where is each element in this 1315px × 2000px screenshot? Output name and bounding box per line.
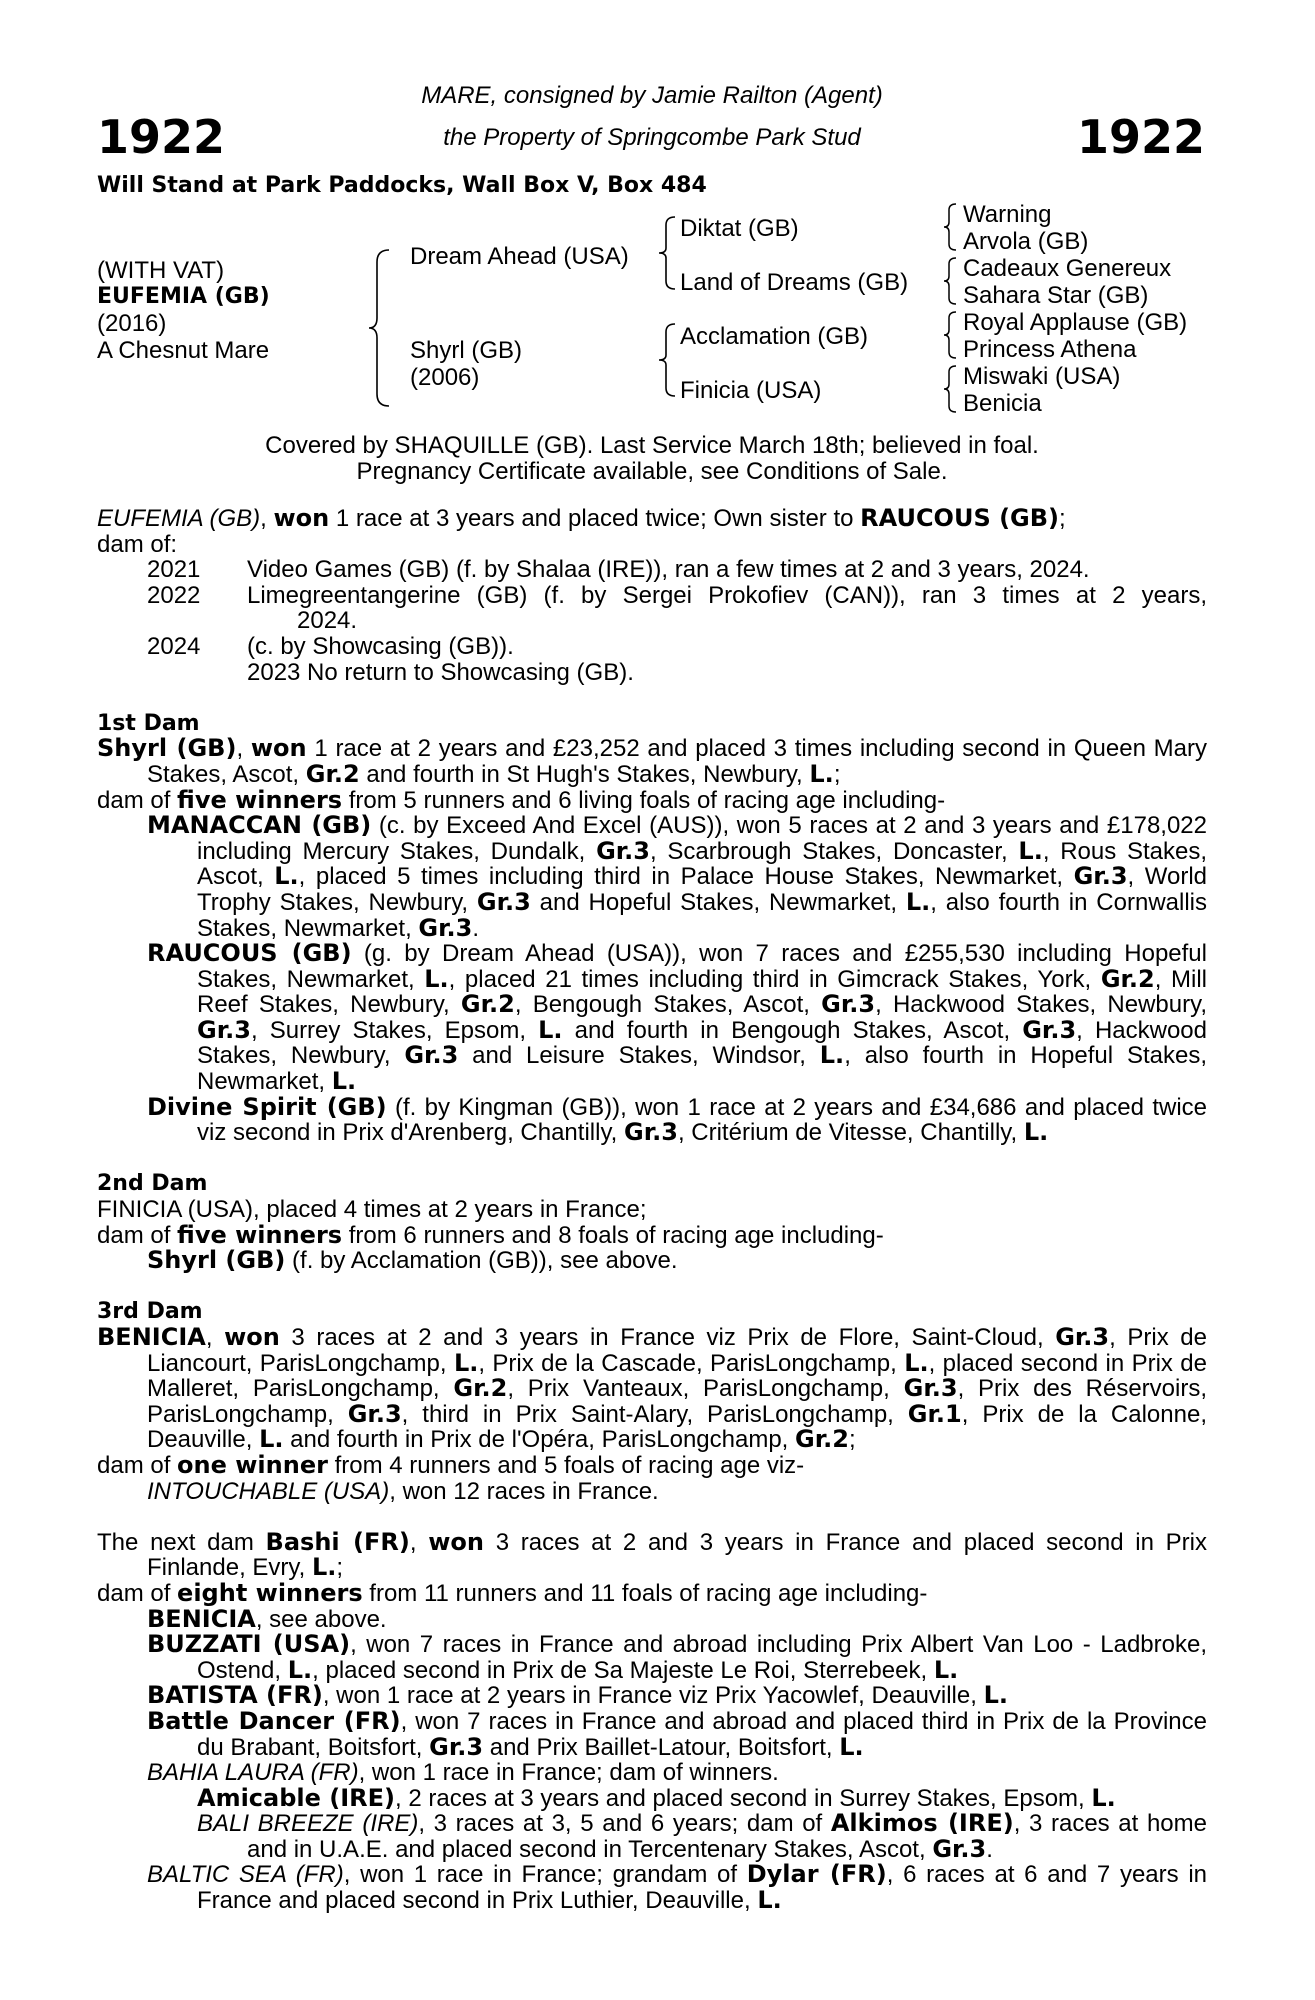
pedigree-bracket-main xyxy=(367,248,397,408)
horse-year: (2016) xyxy=(97,310,167,337)
dam-sire-sire: Royal Applause (GB) xyxy=(963,309,1188,336)
pedigree-bracket-ds xyxy=(942,310,960,360)
progeny-shyrl: Shyrl (GB) (f. by Acclamation (GB)), see above. xyxy=(147,1246,678,1275)
sire-dam: Land of Dreams (GB) xyxy=(680,269,909,296)
second-dam-dam-of: dam of five winners from 6 runners and 8 foals of racing age including- xyxy=(97,1220,884,1249)
progeny-raucous: RAUCOUS (GB) (g. by Dream Ahead (USA)), won 7 races and £255,530 including Hopeful Stakes, Newmarket, L., placed 21 times including third in Gimcrack Stakes, York, Gr.2, Mill Reef Stakes, Newbury, Gr.2, Bengough Stakes, Ascot, Gr.3, Hackwood Stakes, Newbury, Gr.3, Surrey Stakes, Epsom, L. and fourth in Bengough Stakes, Ascot, Gr.3, Hackwood Stakes, Newbury, Gr.3 and Leisure Stakes, Windsor, L., also fourth in Hopeful Stakes, Newmarket, L. xyxy=(147,939,1208,1096)
next-dam-dam-of: dam of eight winners from 11 runners and 11 foals of racing age including- xyxy=(97,1578,928,1607)
progeny-amicable: Amicable (IRE), 2 races at 3 years and placed second in Surrey Stakes, Epsom, L. xyxy=(197,1783,1116,1812)
pedigree-bracket-ss xyxy=(942,202,960,252)
second-dam-paragraph: FINICIA (USA), placed 4 times at 2 years in France; xyxy=(97,1196,647,1224)
sire: Dream Ahead (USA) xyxy=(410,243,629,270)
sire-dam-sire: Cadeaux Genereux xyxy=(963,255,1172,282)
first-dam-dam-of: dam of five winners from 5 runners and 6 living foals of racing age including- xyxy=(97,785,946,814)
sire-dam-dam: Sahara Star (GB) xyxy=(963,282,1149,309)
pedigree-bracket-sire xyxy=(657,215,681,291)
dam-dam-dam: Benicia xyxy=(963,390,1042,417)
progeny-buzzati: BUZZATI (USA), won 7 races in France and abroad including Prix Albert Van Loo - Ladbroke, Ostend, L., placed second in Prix de Sa Majeste Le Roi, Sterrebeek, L. xyxy=(147,1630,1207,1684)
lot-number-left: 1922 xyxy=(97,110,226,164)
stand-location: Will Stand at Park Paddocks, Wall Box V, Box 484 xyxy=(97,173,707,198)
pedigree-bracket-dd xyxy=(942,364,960,414)
progeny-intouchable: INTOUCHABLE (USA), won 12 races in France. xyxy=(147,1477,659,1505)
consignor-line: MARE, consigned by Jamie Railton (Agent) xyxy=(421,82,883,109)
third-dam-dam-of: dam of one winner from 4 runners and 5 foals of racing age viz- xyxy=(97,1450,805,1479)
progeny-row: 2021 Video Games (GB) (f. by Shalaa (IRE)), ran a few times at 2 and 3 years, 2024. xyxy=(147,556,1090,584)
property-line: the Property of Springcombe Park Stud xyxy=(443,124,861,151)
progeny-batista: BATISTA (FR), won 1 race at 2 years in France viz Prix Yacowlef, Deauville, L. xyxy=(147,1681,1008,1710)
progeny-row: 2024 (c. by Showcasing (GB)). 2023 No return to Showcasing (GB). xyxy=(147,632,634,686)
next-dam-paragraph: The next dam Bashi (FR), won 3 races at 2 and 3 years in France and placed second in Prix Finlande, Evry, L.; xyxy=(97,1527,1207,1582)
covered-by: Covered by SHAQUILLE (GB). Last Service March 18th; believed in foal. xyxy=(265,432,1039,459)
sire-sire-dam: Arvola (GB) xyxy=(963,228,1089,255)
second-dam-heading: 2nd Dam xyxy=(97,1171,208,1197)
progeny-manaccan: MANACCAN (GB) (c. by Exceed And Excel (AUS)), won 5 races at 2 and 3 years and £178,022 including Mercury Stakes, Dundalk, Gr.3, Scarbrough Stakes, Doncaster, L., Rous Stakes, Ascot, L., placed 5 times including third in Palace House Stakes, Newmarket, Gr.3, World Trophy Stakes, Newbury, Gr.3 and Hopeful Stakes, Newmarket, L., also fourth in Cornwallis Stakes, Newmarket, Gr.3. xyxy=(147,811,1208,942)
third-dam-heading: 3rd Dam xyxy=(97,1299,203,1325)
dam-of-label: dam of: xyxy=(97,530,178,558)
progeny-bali-breeze: BALI BREEZE (IRE), 3 races at 3, 5 and 6 years; dam of Alkimos (IRE), 3 races at home and in U.A.E. and placed second in Tercentenary Stakes, Ascot, Gr.3. xyxy=(197,1809,1207,1863)
intro-paragraph: EUFEMIA (GB), won 1 race at 3 years and placed twice; Own sister to RAUCOUS (GB); xyxy=(97,504,1066,532)
dam-dam-sire: Miswaki (USA) xyxy=(963,363,1121,390)
dam-sire: Acclamation (GB) xyxy=(680,323,869,350)
dam-dam: Finicia (USA) xyxy=(680,377,822,404)
lot-number-right: 1922 xyxy=(1076,110,1205,164)
horse-description: A Chesnut Mare xyxy=(97,337,270,364)
horse-name: EUFEMIA (GB) xyxy=(97,284,270,309)
catalogue-page xyxy=(97,0,1207,2000)
pedigree-bracket-sd xyxy=(942,256,960,306)
vat-note: (WITH VAT) xyxy=(97,257,225,284)
dam: Shyrl (GB) xyxy=(410,337,523,364)
first-dam-paragraph: Shyrl (GB), won 1 race at 2 years and £23,252 and placed 3 times including second in Queen Mary Stakes, Ascot, Gr.2 and fourth in St Hugh's Stakes, Newbury, L.; xyxy=(97,734,1207,788)
progeny-divine-spirit: Divine Spirit (GB) (f. by Kingman (GB)), won 1 race at 2 years and £34,686 and placed twice viz second in Prix d'Arenberg, Chantilly, Gr.3, Critérium de Vitesse, Chantilly, L. xyxy=(147,1092,1208,1147)
progeny-bahia-laura: BAHIA LAURA (FR), won 1 race in France; dam of winners. xyxy=(147,1759,779,1787)
progeny-baltic-sea: BALTIC SEA (FR), won 1 race in France; grandam of Dylar (FR), 6 races at 6 and 7 years in France and placed second in Prix Luthier, Deauville, L. xyxy=(147,1860,1208,1915)
progeny-row: 2022 Limegreentangerine (GB) (f. by Sergei Prokofiev (CAN)), ran 3 times at 2 years, 2024. xyxy=(147,581,1207,635)
catalogue-body xyxy=(97,506,1207,1914)
first-dam-heading: 1st Dam xyxy=(97,710,200,736)
third-dam-paragraph: BENICIA, won 3 races at 2 and 3 years in France viz Prix de Flore, Saint-Cloud, Gr.3, Prix de Liancourt, ParisLongchamp, L., Prix de la Cascade, ParisLongchamp, L., placed second in Prix de Malleret, ParisLongchamp, Gr.2, Prix Vanteaux, ParisLongchamp, Gr.3, Prix des Réservoirs, ParisLongchamp, Gr.3, third in Prix Saint-Alary, ParisLongchamp, Gr.1, Prix de la Calonne, Deauville, L. and fourth in Prix de l'Opéra, ParisLongchamp, Gr.2; xyxy=(97,1323,1208,1454)
sire-sire-sire: Warning xyxy=(963,201,1052,228)
progeny-battle-dancer: Battle Dancer (FR), won 7 races in France and abroad and placed third in Prix de la Province du Brabant, Boitsfort, Gr.3 and Prix Baillet-Latour, Boitsfort, L. xyxy=(147,1706,1207,1761)
sire-sire: Diktat (GB) xyxy=(680,215,799,242)
dam-sire-dam: Princess Athena xyxy=(963,336,1137,363)
pedigree-bracket-dam xyxy=(657,322,681,398)
progeny-benicia: BENICIA, see above. xyxy=(147,1604,387,1633)
dam-year: (2006) xyxy=(410,364,480,391)
pregnancy-certificate: Pregnancy Certificate available, see Conditions of Sale. xyxy=(356,458,948,485)
